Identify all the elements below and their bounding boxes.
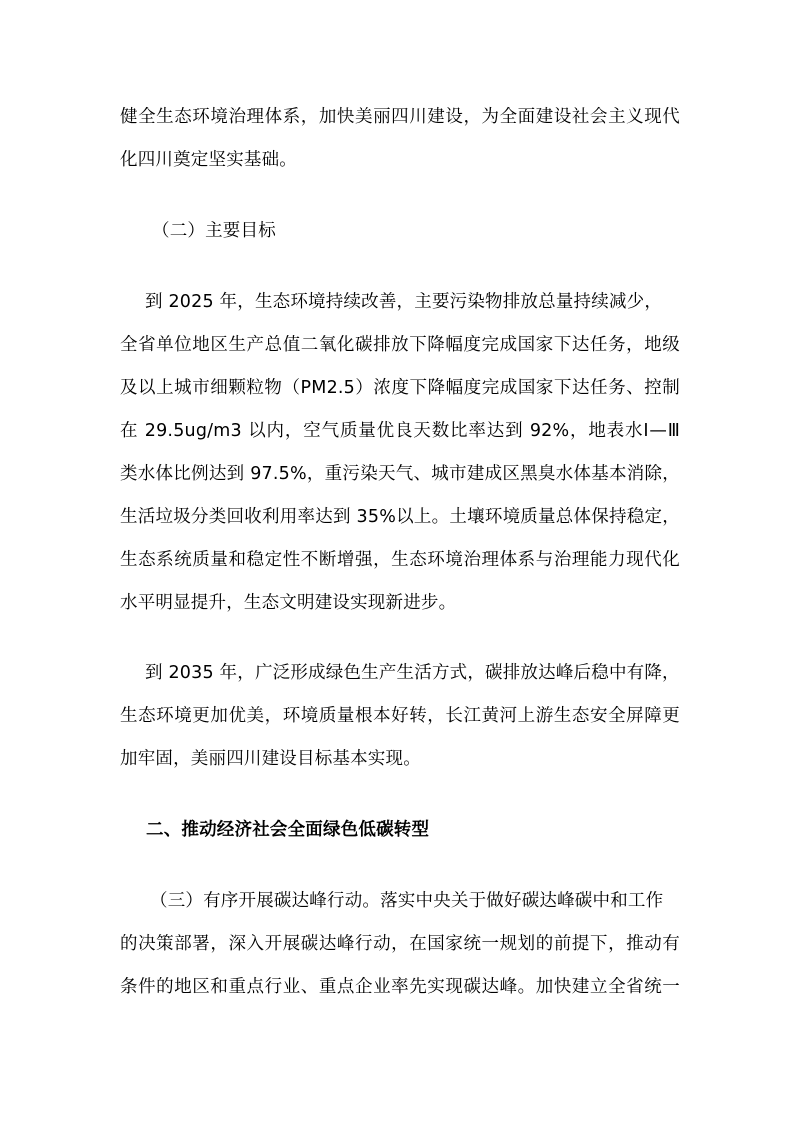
text-line: 到 2025 年，生态环境持续改善，主要污染物排放总量持续减少， <box>145 292 663 312</box>
section-heading: 二、推动经济社会全面绿色低碳转型 <box>146 820 430 840</box>
text-line: 的决策部署，深入开展碳达峰行动，在国家统一规划的前提下，推动有 <box>120 934 680 954</box>
text-line: 及以上城市细颗粒物（PM2.5）浓度下降幅度完成国家下达任务、控制 <box>120 378 680 398</box>
text-line: 加牢固，美丽四川建设目标基本实现。 <box>120 749 421 769</box>
text-line: 生态环境更加优美，环境质量根本好转，长江黄河上游生态安全屏障更 <box>120 706 680 726</box>
text-line: 健全生态环境治理体系，加快美丽四川建设，为全面建设社会主义现代 <box>120 107 680 127</box>
text-line: （三）有序开展碳达峰行动。落实中央关于做好碳达峰碳中和工作 <box>150 891 664 911</box>
section-subheading: （二）主要目标 <box>152 221 276 241</box>
text-line: 生活垃圾分类回收利用率达到 35%以上。土壤环境质量总体保持稳定， <box>120 507 680 527</box>
text-line: 全省单位地区生产总值二氧化碳排放下降幅度完成国家下达任务，地级 <box>120 335 680 355</box>
text-line: 化四川奠定坚实基础。 <box>120 150 297 170</box>
text-line: 在 29.5ug/m3 以内，空气质量优良天数比率达到 92%，地表水Ⅰ—Ⅲ <box>120 421 680 441</box>
text-line: 生态系统质量和稳定性不断增强，生态环境治理体系与治理能力现代化 <box>120 550 680 570</box>
text-line: 条件的地区和重点行业、重点企业率先实现碳达峰。加快建立全省统一 <box>120 977 680 997</box>
text-line: 水平明显提升，生态文明建设实现新进步。 <box>120 593 457 613</box>
text-line: 类水体比例达到 97.5%，重污染天气、城市建成区黑臭水体基本消除， <box>120 464 680 484</box>
text-line: 到 2035 年，广泛形成绿色生产生活方式，碳排放达峰后稳中有降， <box>145 663 680 683</box>
